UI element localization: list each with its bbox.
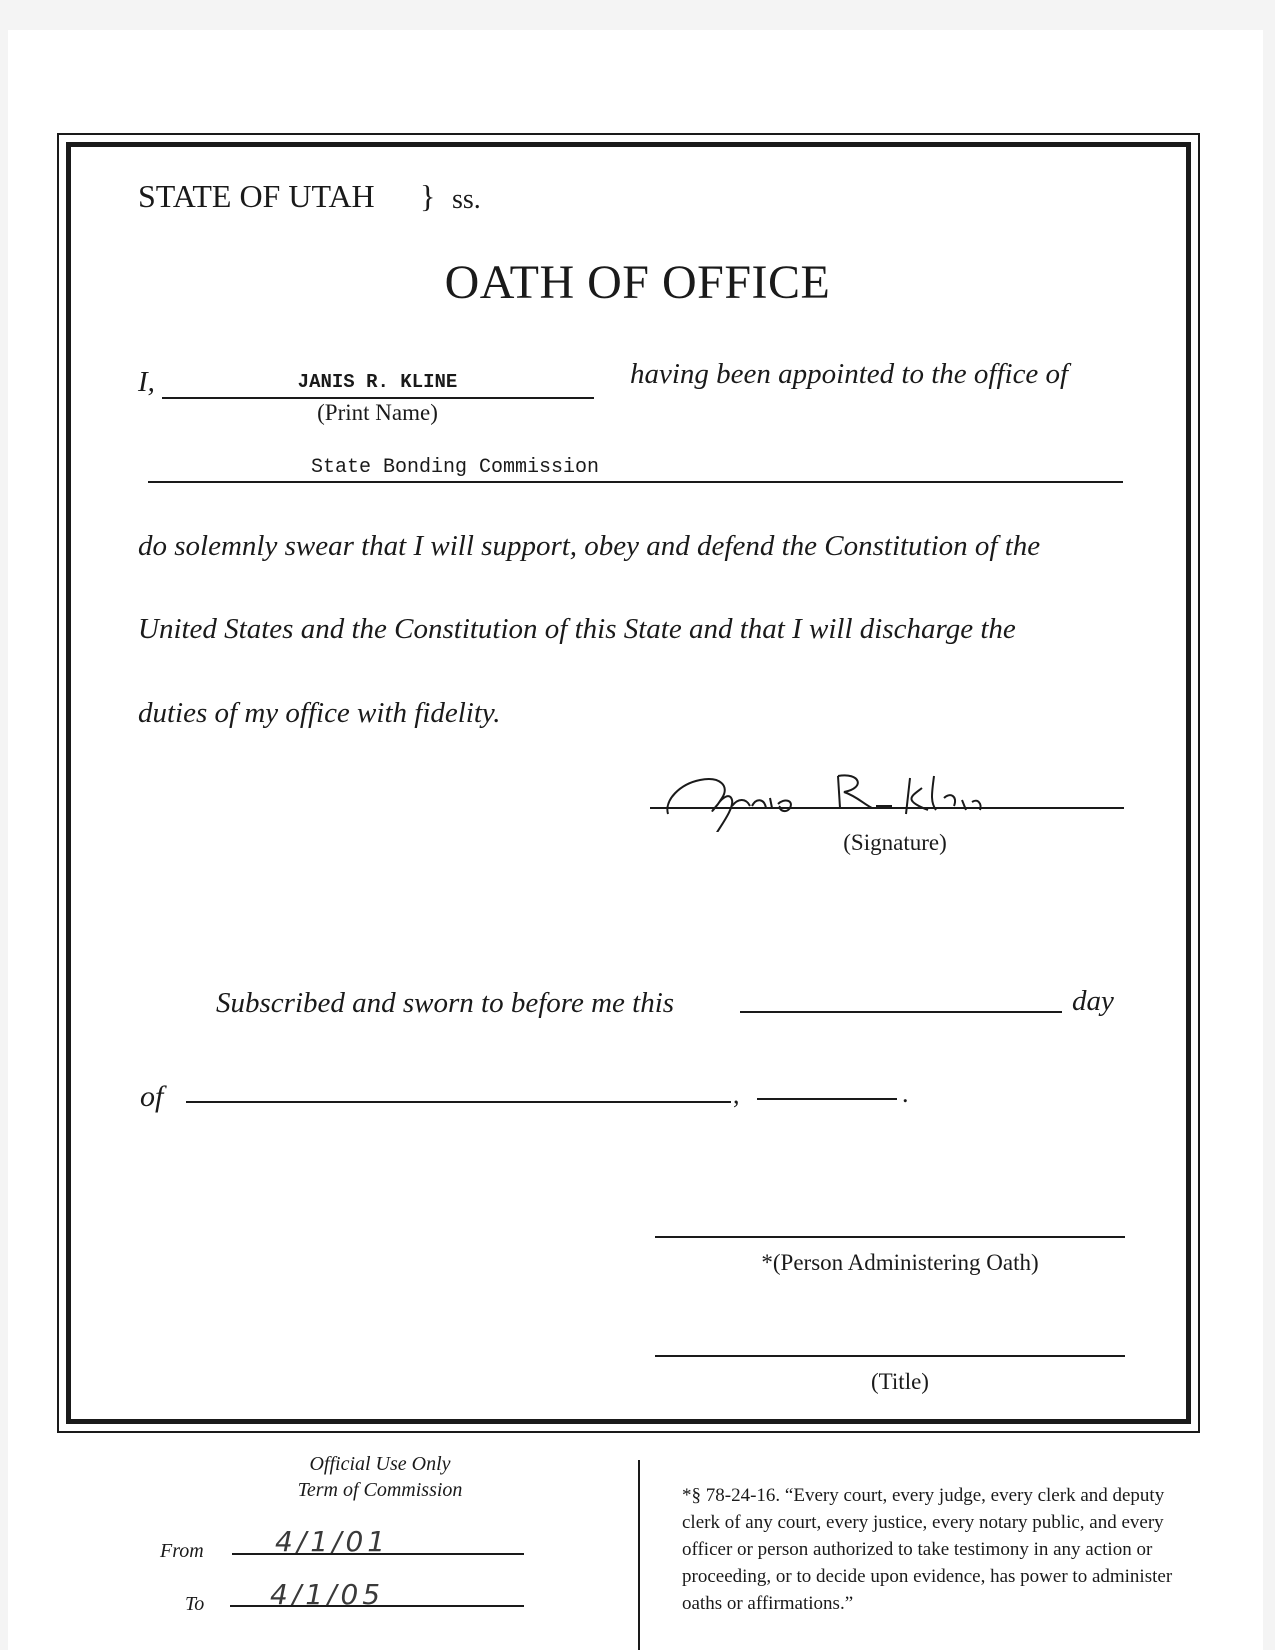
office-line bbox=[148, 481, 1123, 483]
year-line[interactable] bbox=[757, 1098, 897, 1100]
signature-line bbox=[650, 807, 1124, 809]
day-line[interactable] bbox=[740, 1011, 1062, 1013]
handwritten-signature bbox=[660, 762, 1040, 832]
office-field[interactable]: State Bonding Commission bbox=[310, 456, 600, 479]
subscribed-text: Subscribed and sworn to before me this bbox=[216, 987, 675, 1019]
print-name-label: (Print Name) bbox=[317, 400, 438, 425]
title-line[interactable] bbox=[655, 1355, 1125, 1357]
to-label: To bbox=[185, 1593, 205, 1615]
oath-line-3: duties of my office with fidelity. bbox=[138, 697, 501, 729]
oath-line-2: United States and the Constitution of this State and that I will discharge the bbox=[138, 613, 1016, 645]
ss-label: ss. bbox=[452, 184, 481, 215]
month-line[interactable] bbox=[186, 1101, 731, 1103]
administrator-label: *(Person Administering Oath) bbox=[761, 1250, 1039, 1275]
brace-glyph: } bbox=[420, 178, 436, 214]
statute-note: *§ 78-24-16. “Every court, every judge, every clerk and deputy clerk of any court, every justice, every notary public, and every officer or person authorized to take testimony in any action or proceeding, or to decide upon evidence, has power to administer oaths or affirmations.” bbox=[682, 1485, 1173, 1614]
to-date-value[interactable]: 4/1/05 bbox=[270, 1578, 385, 1611]
state-label: STATE OF UTAH bbox=[138, 178, 375, 214]
administrator-line[interactable] bbox=[655, 1236, 1125, 1238]
comma-glyph: , bbox=[733, 1080, 740, 1109]
period-glyph: . bbox=[902, 1079, 909, 1108]
from-label: From bbox=[160, 1540, 204, 1562]
page-title: OATH OF OFFICE bbox=[444, 256, 831, 309]
from-date-value[interactable]: 4/1/01 bbox=[275, 1525, 390, 1558]
print-name-line bbox=[162, 397, 594, 399]
of-label: of bbox=[140, 1080, 164, 1113]
having-appointed-text: having been appointed to the office of bbox=[630, 358, 1069, 390]
official-use-heading: Official Use Only bbox=[309, 1453, 451, 1475]
footer-divider bbox=[638, 1460, 640, 1650]
print-name-field[interactable]: JANIS R. KLINE bbox=[297, 371, 458, 393]
signature-label: (Signature) bbox=[843, 830, 947, 855]
day-label: day bbox=[1072, 985, 1114, 1017]
i-label: I, bbox=[138, 366, 155, 398]
to-line bbox=[230, 1605, 524, 1607]
oath-line-1: do solemnly swear that I will support, obey and defend the Constitution of the bbox=[138, 530, 1041, 562]
from-line bbox=[232, 1553, 524, 1555]
term-of-commission-heading: Term of Commission bbox=[297, 1479, 463, 1501]
title-label: (Title) bbox=[871, 1369, 929, 1394]
